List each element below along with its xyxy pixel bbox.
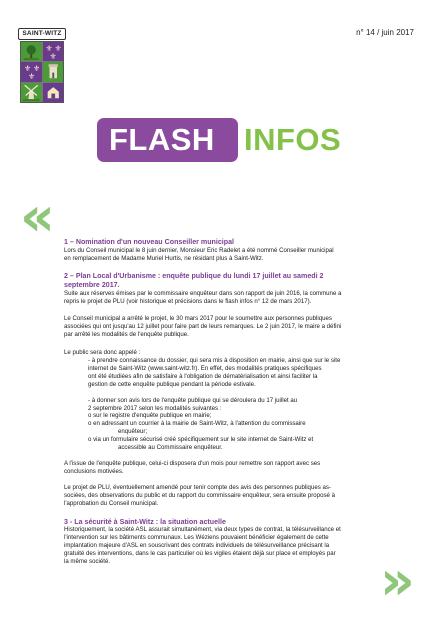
flash-logo-text: FLASH <box>109 122 215 157</box>
section-1-title: 1 – Nomination d'un nouveau Conseiller municipal <box>64 238 234 246</box>
section-2-para: l'approbation du Conseil municipal. <box>64 499 159 507</box>
crest-windmill-quarter <box>21 83 42 102</box>
section-2-para: par arrêté les modalités de l'enquête publique. <box>64 331 189 339</box>
section-3-line: la même société. <box>64 557 111 565</box>
bullet-opinion: 2 septembre 2017 selon les modalités suivantes : <box>88 404 222 412</box>
article-body <box>64 238 410 566</box>
public-heading: Le public sera donc appelé : <box>64 349 141 357</box>
crest-fleur-quarter-2: ⚜ ⚜ ⚜ <box>21 62 42 81</box>
sub-bullet-cont: accessible au Commissaire enquêteur. <box>118 444 223 452</box>
section-3-title: 3 - La sécurité à Saint-Witz : la situation actuelle <box>64 517 226 526</box>
section-3-line: gratuité des interventions, dans le cas particulier où les vigiles étaient déjà sur place et employés par <box>64 549 336 557</box>
crest-tower-quarter <box>43 62 64 81</box>
opening-quote-mark: « <box>20 185 55 248</box>
section-2-intro: repris le projet de PLU (voir historique et précisions dans le flash infos n° 12 de mars 2017). <box>64 297 312 305</box>
crest-banner: SAINT-WITZ <box>18 28 66 40</box>
bullet-consult: - à prendre connaissance du dossier, qui sera mis à disposition en mairie, ainsi que sur le site <box>88 357 341 365</box>
section-2-para: conclusions motivées. <box>64 467 124 475</box>
section-3-line: Historiquement, la société ASL assurait simultanément, via deux types de contrat, la télésurveillance et <box>64 526 341 534</box>
section-2-para: sociées, des observations du public et du rapport du commissaire enquêteur, sera ensuite proposé à <box>64 491 335 499</box>
section-2-intro: Suite aux réserves émises par le commissaire enquêteur dans son rapport de juin 2016, la commune a <box>64 289 342 297</box>
section-1-line: Lors du Conseil municipal le 8 juin dernier, Monsieur Eric Radelet a été nommé Conseiller municipal <box>64 246 334 254</box>
section-2-para: A l'issue de l'enquête publique, celui-ci disposera d'un mois pour remettre son rapport avec ses <box>64 460 321 467</box>
sub-bullet: o sur le registre d'enquête publique en mairie; <box>88 412 212 420</box>
section-3-line: implantation majeure d'ASL en souscrivant des contrats individuels de télésurveillance précisant la <box>64 541 330 549</box>
crest-shield <box>20 41 64 103</box>
section-2-para: Le projet de PLU, éventuellement amendé pour tenir compte des avis des personnes publiques as- <box>64 483 331 491</box>
crest-building-quarter <box>43 83 64 102</box>
sub-bullet: o via un formulaire sécurisé créé spécifiquement sur le site internet de Saint-Witz et <box>88 436 314 444</box>
crest-tree-quarter <box>21 42 42 61</box>
bullet-consult: ont été étudiées afin de satisfaire à l'obligation de dématérialisation et ainsi faciliter la <box>88 372 318 380</box>
crest-fleur-quarter: ⚜ ⚜ ⚜ <box>43 42 64 61</box>
sub-bullet: o en adressant un courrier à la mairie de Saint-Witz, à l'attention du commissaire <box>88 420 306 428</box>
closing-quote-mark: » <box>380 549 415 612</box>
town-crest <box>18 28 66 104</box>
section-2-title: 2 – Plan Local d'Urbanisme : enquête publique du lundi 17 juillet au samedi 2 <box>64 272 324 281</box>
bullet-consult: internet de Saint-Witz (www.saint-witz.fr). En effet, des modalités pratiques spécifiques <box>88 364 322 372</box>
bullet-opinion: - à donner son avis lors de l'enquête publique qui se déroulera du 17 juillet au <box>88 396 298 404</box>
infos-logo-text: INFOS <box>244 122 342 157</box>
sub-bullet-cont: enquêteur; <box>118 428 148 436</box>
section-3-line: l'intervention sur les bâtiments communaux. Les Wéziens pouvaient bénéficier également de cette <box>64 534 329 542</box>
bullet-consult: gestion de cette enquête publique pendant la période estivale. <box>88 380 256 388</box>
section-2-para: Le Conseil municipal a arrêté le projet, le 30 mars 2017 pour le soumettre aux personnes publiques <box>64 315 332 323</box>
issue-number: n° 14 / juin 2017 <box>356 28 414 37</box>
section-1-line: en remplacement de Madame Muriel Hurtis, ne résidant plus à Saint-Witz. <box>64 254 264 262</box>
section-2-para: associées qui ont jusqu'au 12 juillet pour faire part de leurs remarques. Le 2 juin 2017, le maire a défini <box>64 323 342 331</box>
section-2-title: septembre 2017. <box>64 281 120 289</box>
